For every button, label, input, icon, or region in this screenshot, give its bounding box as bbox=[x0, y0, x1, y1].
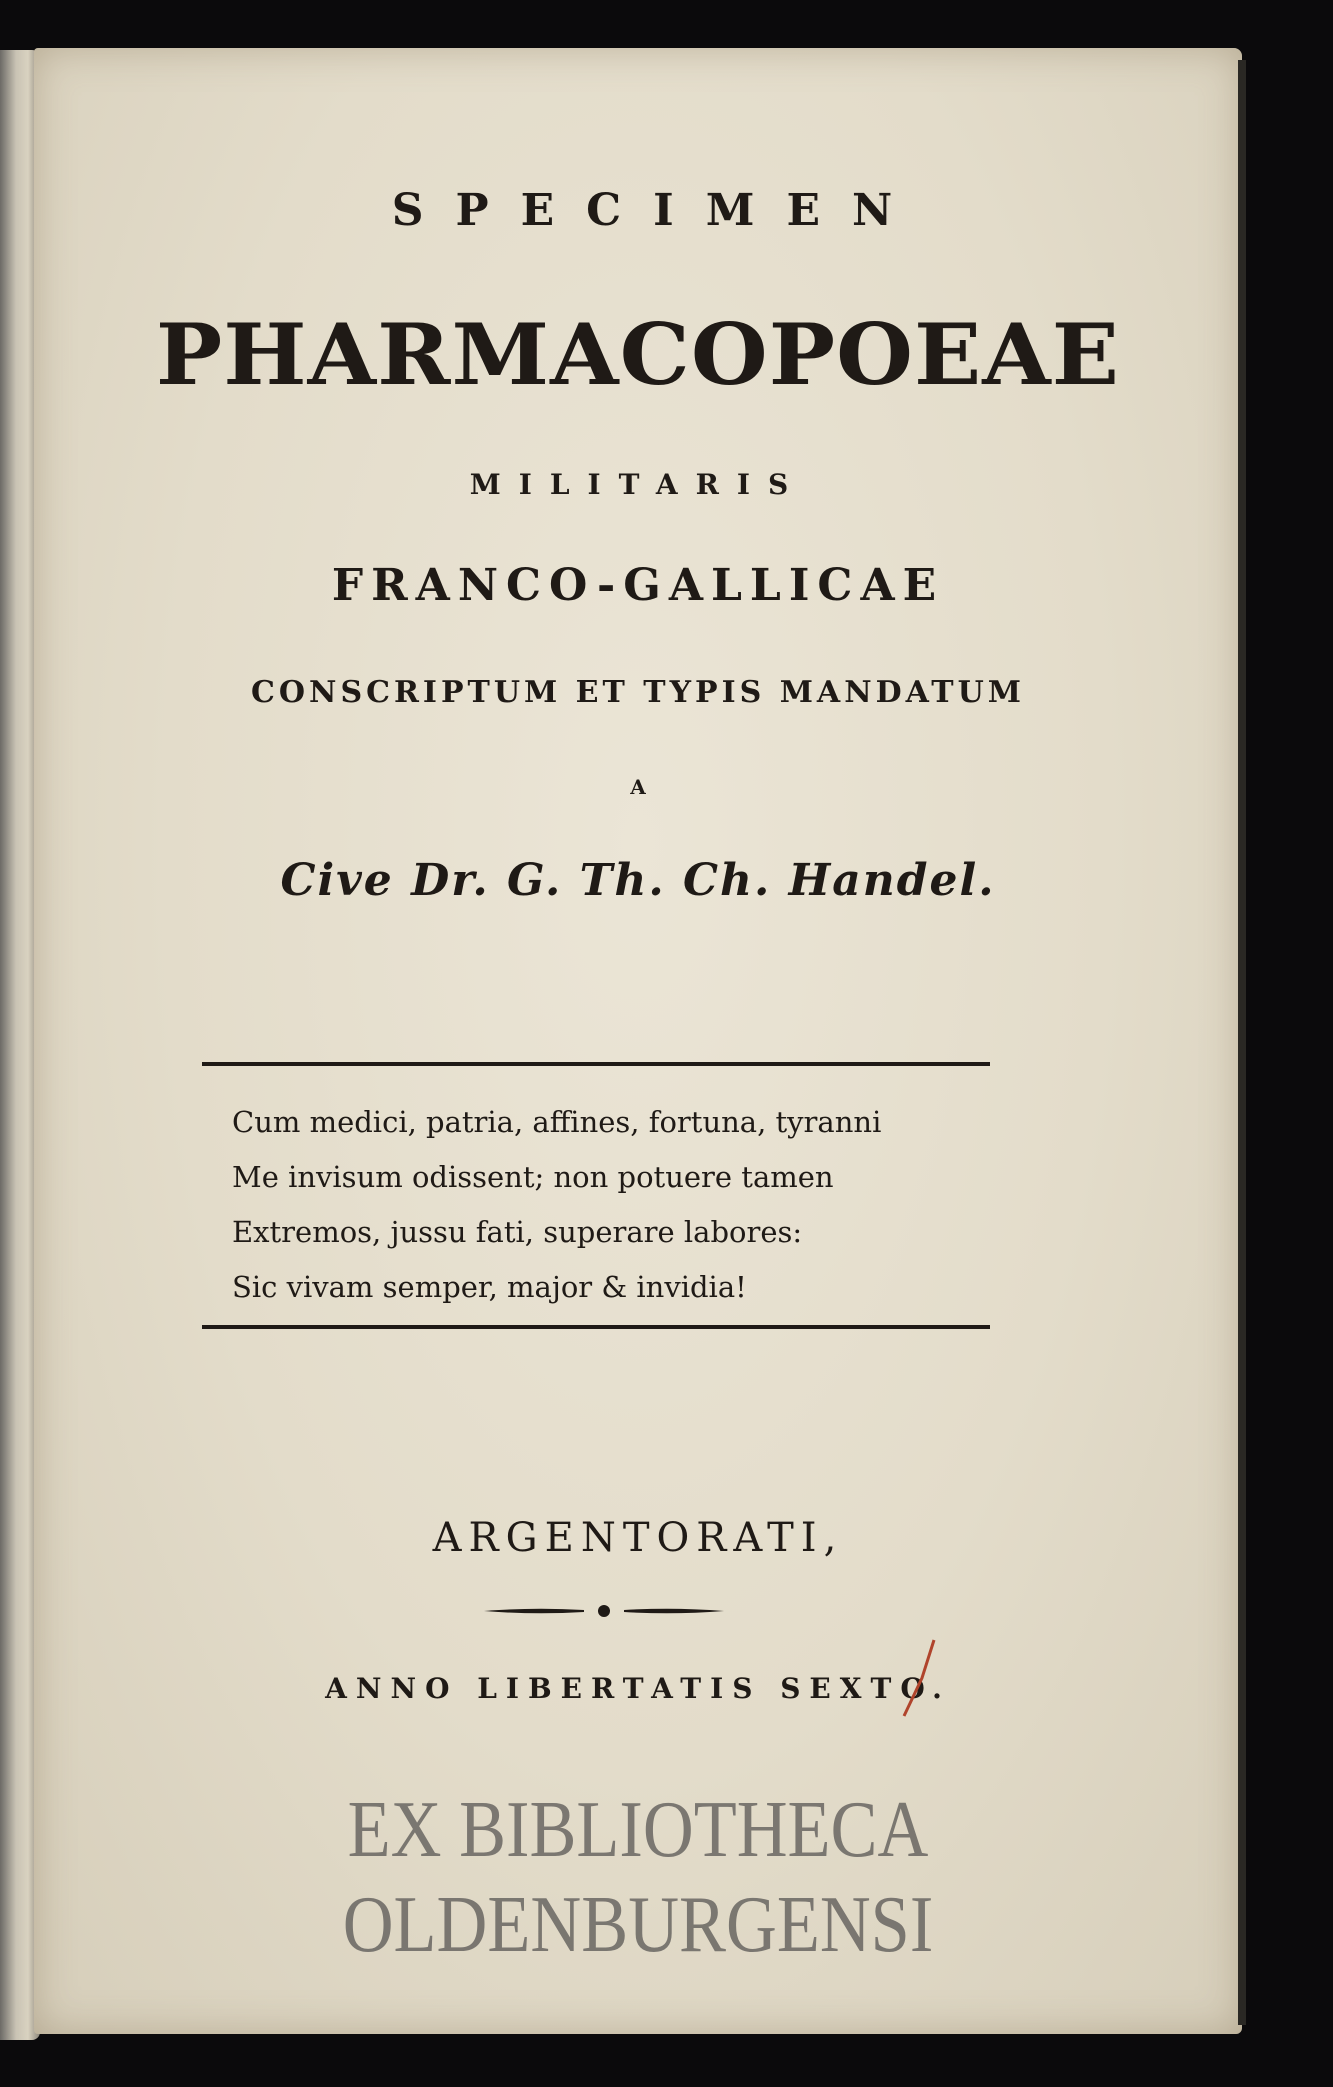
ornament-divider bbox=[484, 1604, 724, 1618]
title-militaris: MILITARIS bbox=[469, 468, 807, 501]
epigraph-line: Me invisum odissent; non potuere tamen bbox=[232, 1160, 834, 1194]
title-pharmacopoeae: PHARMACOPOEAE bbox=[155, 305, 1121, 404]
imprint-date: ANNO LIBERTATIS SEXTO. bbox=[325, 1672, 951, 1705]
library-stamp-line2: OLDENBURGENSI bbox=[342, 1881, 934, 1969]
epigraph-line: Sic vivam semper, major & invidia! bbox=[232, 1270, 747, 1304]
title-conscriptum: CONSCRIPTUM ET TYPIS MANDATUM bbox=[251, 675, 1025, 710]
title-specimen: SPECIMEN bbox=[391, 185, 925, 236]
imprint-place: ARGENTORATI, bbox=[432, 1515, 844, 1561]
title-franco-gallicae: FRANCO-GALLICAE bbox=[331, 560, 945, 611]
pencil-mark bbox=[898, 1638, 938, 1718]
library-stamp-line1: EX BIBLIOTHECA bbox=[347, 1786, 929, 1874]
epigraph-line: Extremos, jussu fati, superare labores: bbox=[232, 1215, 803, 1249]
epigraph bbox=[232, 1095, 992, 1315]
title-a: A bbox=[630, 775, 646, 799]
rule-bottom bbox=[202, 1325, 990, 1329]
epigraph-line: Cum medici, patria, affines, fortuna, tyranni bbox=[232, 1105, 882, 1139]
rule-top bbox=[202, 1062, 990, 1066]
author-line: Cive Dr. G. Th. Ch. Handel. bbox=[280, 855, 996, 906]
